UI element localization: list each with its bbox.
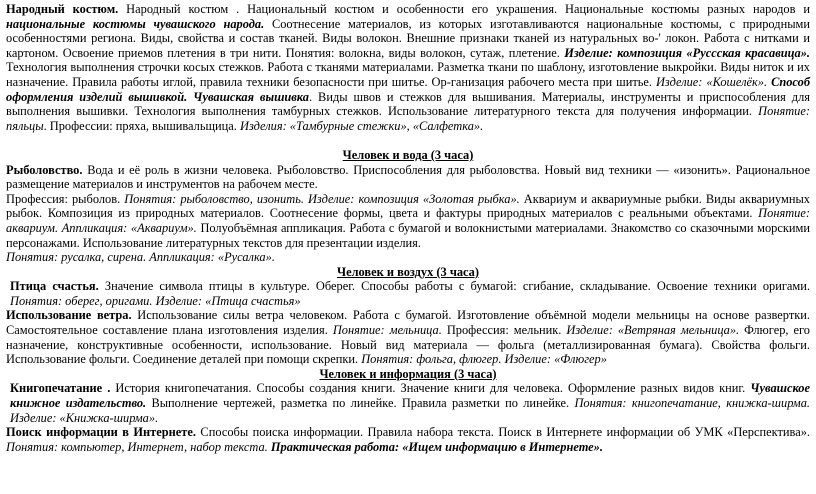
paragraph-printing: Книгопечатание . История книгопечатания. Способы создания книги. Значение книги для человека. Оформление разных видов книг. Чувашское книжное издательство. Выполнение чертежей, разметка по линейке. Правила разметки по линейке. Понятия: книгопечатание, книжка-ширма. Изделие: «Книжка-ширма». — [10, 381, 811, 425]
heading-water: Человек и вода (3 часа) — [342, 147, 474, 162]
paragraph-fishing: Рыболовство. Вода и её роль в жизни человека. Рыболовство. Приспособления для рыболовства. Новый вид техники — «изонить». Рациональное размещение материалов и инструментов на рабочем месте. — [6, 162, 810, 192]
term-folk-costume: Народный костюм. — [6, 2, 119, 16]
paragraph-folk-costume: Народный костюм. Народный костюм . Национальный костюм и особенности его украшения. Национальные костюмы разных народов и национальные костюмы чувашского народа. Соотнесение материалов, из которых изготавливаются национальные костюмы, с природными особенностями региона. Виды, свойства и состав тканей. Виды волокон. Внешние признаки тканей из натуральных во-' локон. Работа с нитками и картоном. Освоение приемов плетения в три нити. Понятия: волокна, виды волокон, сутаж, плетение. Изделие: композиция «Руссская красавица». Технология выполнения строчки косых стежков. Работа с тканями материалами. Разметка ткани по шаблону, изготовление выкройки. Виды ниток и их назначение. Правила работы иглой, правила техники безопасности при шитье. Ор-ганизация рабочего места при шитье. Изделие: «Кошелёк». Способ оформления изделий вышивкой. Чувашская вышивка. Виды швов и стежков для вышивания. Материалы, инструменты и приспособления для выполнения вышивки. Технология выполнения тамбурных стежков. Использование литературного текста для получения информации. Понятие: пяльцы. Профессии: пряха, вышивальщица. Изделия: «Тамбурные стежки», «Салфетка». — [6, 2, 811, 133]
paragraph-aquarium: Профессия: рыболов. Понятия: рыболовство, изонить. Изделие: композиция «Золотая рыбка». Аквариум и аквариумные рыбки. Виды аквариумных рыбок. Композиция из природных материалов. Соотнесение формы, цвета и фактуры природных материалов с реальными объектами. Понятие: аквариум. Аппликация: «Аквариум». Полуобъёмная аппликация. Работа с бумагой и волокнистыми материалами. Знакомство со сказочными морскими персонажами. Использование литературных текстов для презентации изделия. — [6, 191, 810, 250]
paragraph-mermaid: Понятия: русалка, сирена. Аппликация: «Русалка». — [6, 250, 275, 265]
paragraph-bird-of-happiness: Птица счастья. Значение символа птицы в культуре. Оберег. Способы работы с бумагой: сгибание, складывание. Освоение техники оригами. Понятия: оберег, оригами. Изделие: «Птица счастья» — [10, 279, 811, 308]
heading-air: Человек и воздух (3 часа) — [337, 264, 479, 279]
paragraph-wind: Использование ветра. Использование силы ветра человеком. Работа с бумагой. Изготовление объёмной модели мельницы на основе развертки. Самостоятельное составление плана изготовления изделия. Понятие: мельница. Профессия: мельник. Изделие: «Ветряная мельница». Флюгер, его назначение, конструктивные особенности, использование. Новый вид материала — фольга (металлизированная бумага). Свойства фольги. Использование фольги. Соединение деталей при помощи скрепки. Понятия: фольга, флюгер. Изделие: «Флюгер» — [6, 308, 810, 367]
spacer — [6, 133, 810, 148]
paragraph-internet-search: Поиск информации в Интернете. Способы поиска информации. Правила набора текста. Поиск в Интернете информации об УМК «Перспектива». Понятия: компьютер, Интернет, набор текста. Практическая работа: «Ищем информацию в Интернете». — [6, 425, 810, 454]
heading-information: Человек и информация (3 часа) — [319, 366, 497, 381]
